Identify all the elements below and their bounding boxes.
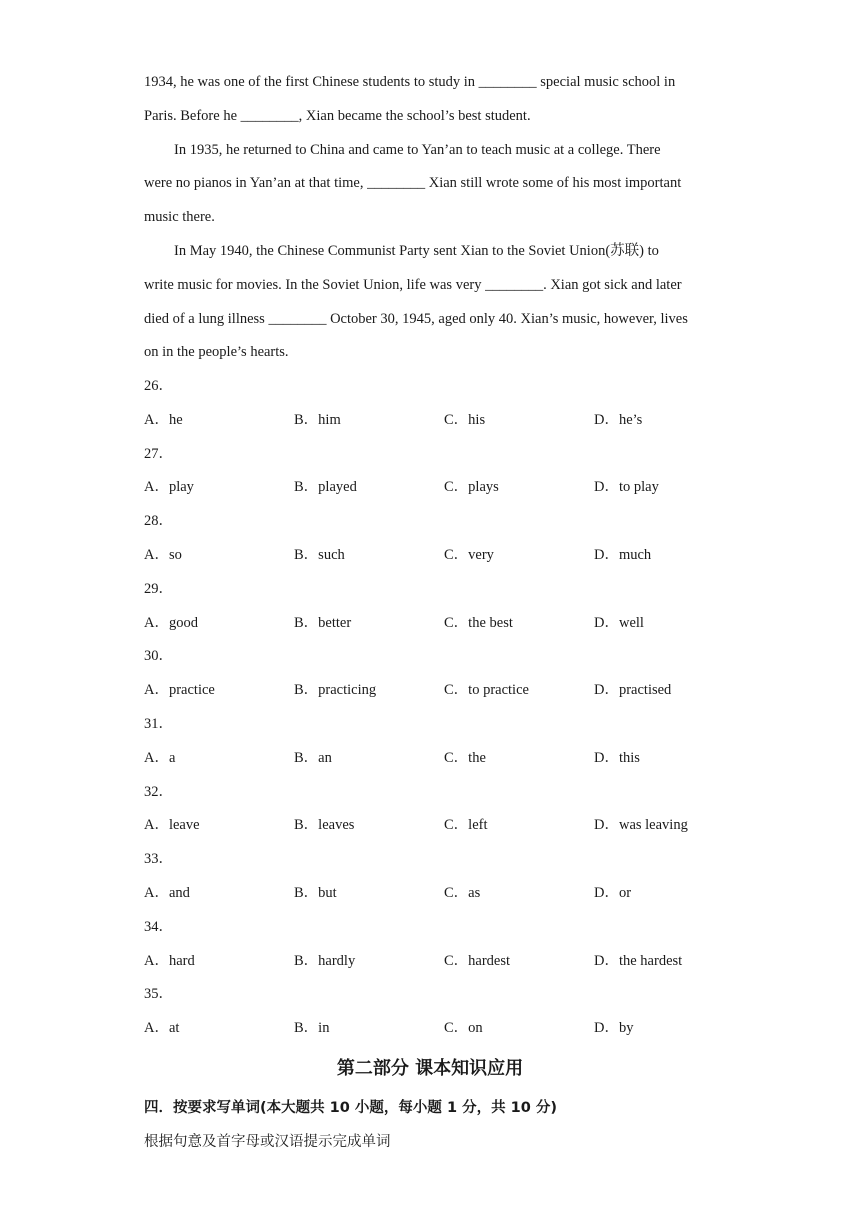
option-d[interactable]: D．well <box>594 614 644 631</box>
option-a[interactable]: A．a <box>144 749 176 766</box>
option-b[interactable]: B．but <box>294 884 337 901</box>
passage-line: In May 1940, the Chinese Communist Party sent Xian to the Soviet Union(苏联) to <box>174 242 659 259</box>
option-b[interactable]: B．such <box>294 546 345 563</box>
passage-line: music there. <box>144 209 215 226</box>
question-number: 30． <box>144 648 173 665</box>
option-a[interactable]: A．leave <box>144 817 200 834</box>
option-c[interactable]: C．to practice <box>444 682 529 699</box>
option-row <box>144 1012 744 1046</box>
option-row <box>144 945 744 979</box>
question-number: 32． <box>144 783 173 800</box>
option-b[interactable]: B．better <box>294 614 352 631</box>
option-b[interactable]: B．played <box>294 479 357 496</box>
passage-line: died of a lung illness ________ October 30, 1945, aged only 40. Xian’s music, however, lives <box>144 310 688 327</box>
option-c[interactable]: C．the best <box>444 614 513 631</box>
option-d[interactable]: D．the hardest <box>594 952 683 969</box>
instruction-text: 根据句意及首字母或汉语提示完成单词 <box>144 1134 391 1150</box>
option-c[interactable]: C．the <box>444 749 486 766</box>
option-row <box>144 471 744 505</box>
option-c[interactable]: C．hardest <box>444 952 511 969</box>
passage-line: write music for movies. In the Soviet Union, life was very ________. Xian got sick and later <box>144 276 682 293</box>
option-c[interactable]: C．very <box>444 546 494 563</box>
section-title: 第二部分 课本知识应用 <box>336 1058 524 1079</box>
option-b[interactable]: B．leaves <box>294 817 355 834</box>
question-number: 34． <box>144 918 173 935</box>
option-b[interactable]: B．hardly <box>294 952 356 969</box>
option-a[interactable]: A．he <box>144 411 183 428</box>
option-b[interactable]: B．practicing <box>294 682 377 699</box>
option-c[interactable]: C．his <box>444 411 486 428</box>
option-row <box>144 877 744 911</box>
option-a[interactable]: A．hard <box>144 952 195 969</box>
option-a[interactable]: A．so <box>144 546 182 563</box>
option-row <box>144 674 744 708</box>
option-row <box>144 539 744 573</box>
option-b[interactable]: B．an <box>294 749 332 766</box>
question-list <box>144 370 744 1046</box>
question-number: 27． <box>144 445 173 462</box>
option-b[interactable]: B．him <box>294 411 341 428</box>
option-row <box>144 809 744 843</box>
option-c[interactable]: C．as <box>444 884 481 901</box>
option-d[interactable]: D．this <box>594 749 640 766</box>
question-number: 31． <box>144 715 173 732</box>
question-27 <box>144 438 744 506</box>
option-c[interactable]: C．on <box>444 1020 483 1037</box>
question-number: 28． <box>144 513 173 530</box>
part-heading: 四．按要求写单词(本大题共 10 小题，每小题 1 分，共 10 分) <box>144 1100 557 1116</box>
option-a[interactable]: A．good <box>144 614 198 631</box>
question-28 <box>144 505 744 573</box>
question-number: 26． <box>144 378 173 394</box>
question-number: 35． <box>144 986 173 1003</box>
question-30 <box>144 640 744 708</box>
option-d[interactable]: D．to play <box>594 479 659 496</box>
option-c[interactable]: C．plays <box>444 479 499 496</box>
question-31 <box>144 708 744 776</box>
option-d[interactable]: D．much <box>594 546 652 563</box>
question-26 <box>144 370 744 438</box>
passage-line: Paris. Before he ________, Xian became the school’s best student. <box>144 107 531 124</box>
option-a[interactable]: A．play <box>144 479 194 496</box>
passage-line: were no pianos in Yan’an at that time, ________ Xian still wrote some of his most important <box>144 175 682 192</box>
option-d[interactable]: D．practised <box>594 682 672 699</box>
option-row <box>144 607 744 641</box>
passage-line: In 1935, he returned to China and came to Yan’an to teach music at a college. There <box>174 141 661 158</box>
option-row <box>144 742 744 776</box>
option-a[interactable]: A．at <box>144 1020 180 1037</box>
passage-line: on in the people’s hearts. <box>144 344 289 361</box>
option-c[interactable]: C．left <box>444 817 488 834</box>
question-35 <box>144 978 744 1046</box>
option-a[interactable]: A．and <box>144 884 190 901</box>
reading-passage <box>144 66 724 370</box>
question-number: 29． <box>144 580 173 597</box>
question-29 <box>144 573 744 641</box>
option-d[interactable]: D．was leaving <box>594 817 688 834</box>
question-32 <box>144 776 744 844</box>
option-row <box>144 404 744 438</box>
option-a[interactable]: A．practice <box>144 682 215 699</box>
option-d[interactable]: D．he’s <box>594 411 643 428</box>
question-33 <box>144 843 744 911</box>
passage-line: 1934, he was one of the first Chinese students to study in ________ special music school in <box>144 74 676 90</box>
question-number: 33． <box>144 851 173 868</box>
question-34 <box>144 911 744 979</box>
option-d[interactable]: D．or <box>594 884 632 901</box>
option-d[interactable]: D．by <box>594 1020 634 1037</box>
option-b[interactable]: B．in <box>294 1020 330 1037</box>
